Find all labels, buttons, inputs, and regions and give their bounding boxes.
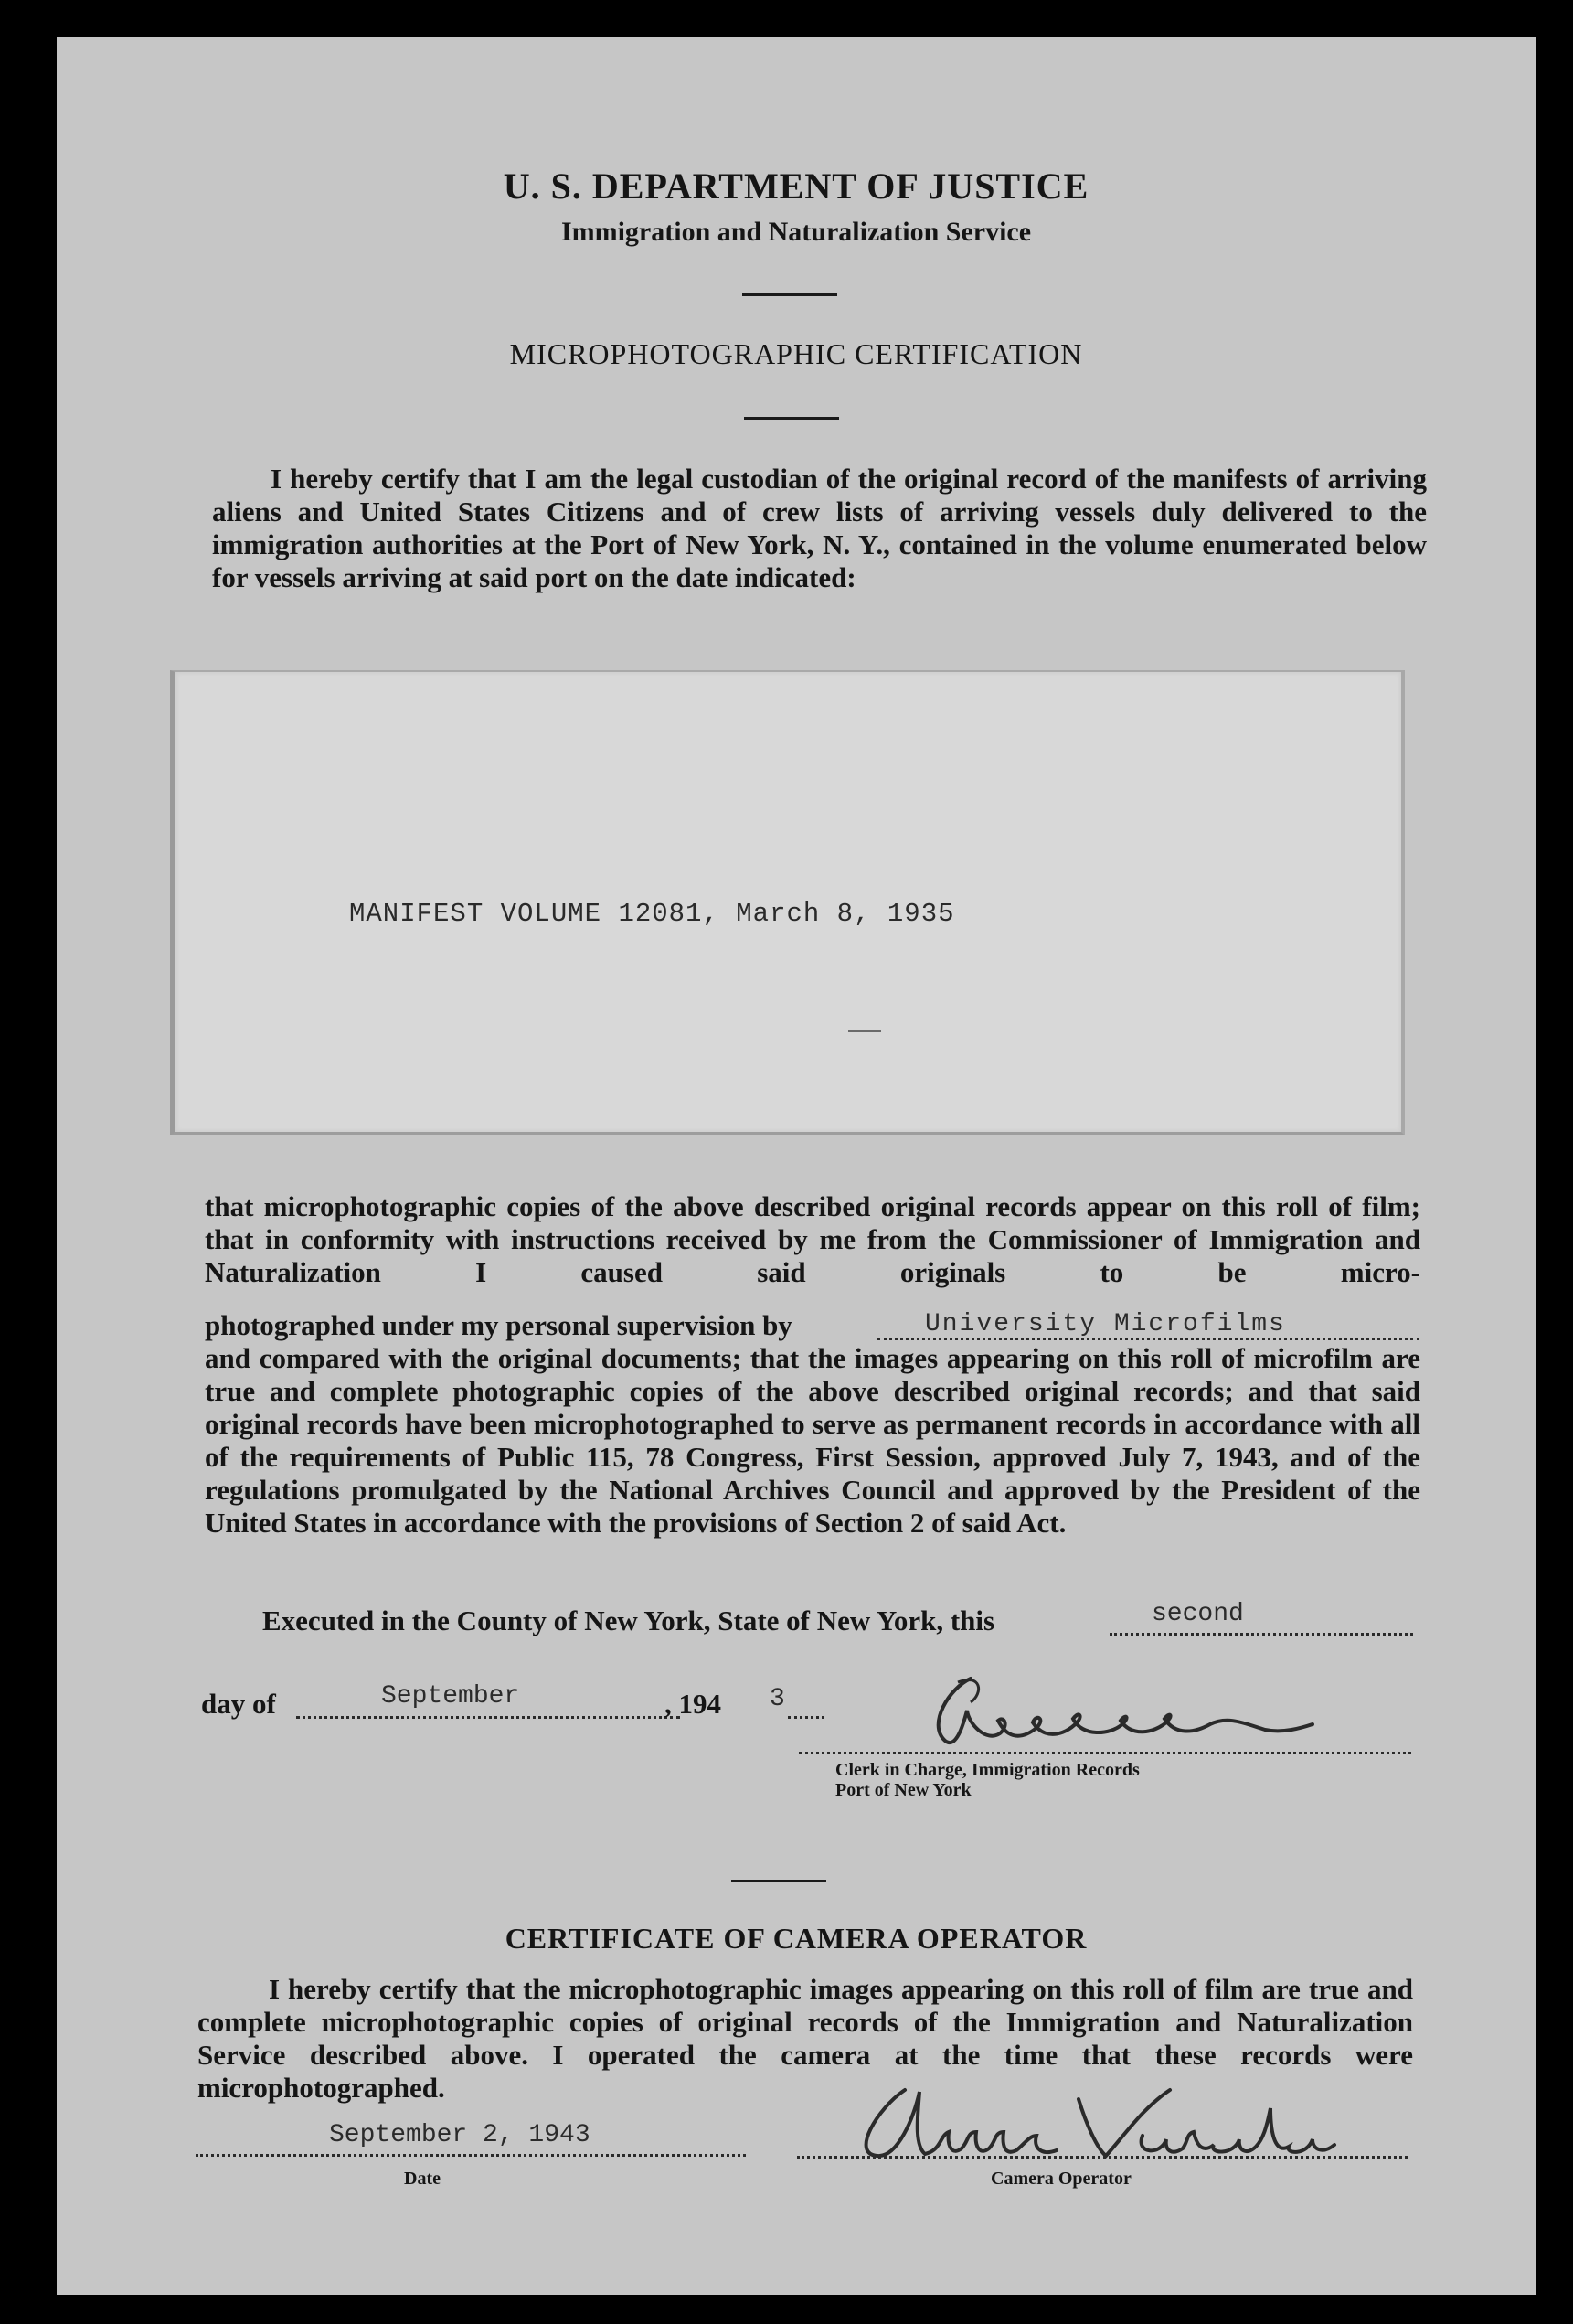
- day-dotted-line: [1110, 1633, 1413, 1636]
- dash-mark: [848, 1030, 881, 1032]
- photographer-name: University Microfilms: [925, 1310, 1286, 1338]
- body-part2-block: [205, 1342, 1420, 1540]
- clerk-signature-line: [799, 1752, 1411, 1754]
- camera-operator-label: Camera Operator: [991, 2169, 1132, 2189]
- camera-certificate-text-body: I hereby certify that the microphotographic images appearing on this roll of film are true and complete microphotographic copies of original records of the Immigration and Naturalization Service described above. I operated the camera at the time that these records were microphotographed.: [197, 1973, 1413, 2104]
- camera-operator-signature-line: [797, 2156, 1408, 2159]
- intro-paragraph-block: [212, 463, 1427, 594]
- record-box: [170, 670, 1405, 1135]
- year-digit: 3: [770, 1685, 785, 1713]
- manifest-volume-text: MANIFEST VOLUME 12081, March 8, 1935: [349, 899, 955, 929]
- clerk-signature: [899, 1660, 1338, 1761]
- body-part1-block: [205, 1190, 1420, 1289]
- certificate-page: [57, 37, 1536, 2295]
- year-prefix: , 194: [664, 1688, 721, 1720]
- date-dotted-line: [196, 2154, 746, 2157]
- divider: [742, 293, 837, 296]
- camera-date: September 2, 1943: [329, 2121, 590, 2149]
- month-dotted-line: [296, 1716, 680, 1719]
- certification-title: MICROPHOTOGRAPHIC CERTIFICATION: [509, 337, 1083, 370]
- photographed-by-label: photographed under my personal supervision by: [205, 1309, 792, 1341]
- divider: [744, 417, 839, 420]
- executed-month: September: [381, 1682, 520, 1711]
- year-dotted-line: [788, 1716, 824, 1719]
- clerk-title-line1: Clerk in Charge, Immigration Records: [835, 1760, 1140, 1780]
- body-part1: that microphotographic copies of the above described original records appear on this roll of film; that in conformity with instructions received by me from the Commissioner of Immigration and Naturalization I caused said originals to be micro-: [205, 1190, 1420, 1288]
- service-subheading: Immigration and Naturalization Service: [560, 217, 1032, 247]
- department-heading: U. S. DEPARTMENT OF JUSTICE: [503, 165, 1089, 207]
- clerk-title: [835, 1760, 1140, 1800]
- camera-certificate-title: CERTIFICATE OF CAMERA OPERATOR: [505, 1922, 1088, 1955]
- divider: [731, 1880, 826, 1882]
- executed-label: Executed in the County of New York, State of New York, this: [262, 1604, 995, 1636]
- body-part2: and compared with the original documents; that the images appearing on this roll of microfilm are true and complete photographic copies of the above described original records; and that said original records have been microphotographed to serve as permanent records in accordance with all of the requirements of Public 115, 78 Congress, First Session, approved July 7, 1943, and of the regulations promulgated by the National Archives Council and approved by the President of the United States in accordance with the provisions of Section 2 of said Act.: [205, 1342, 1420, 1539]
- date-label: Date: [404, 2169, 441, 2189]
- intro-paragraph: [212, 463, 1427, 594]
- intro-paragraph-text: I hereby certify that I am the legal custodian of the original record of the manifests of arriving aliens and United States Citizens and of crew lists of arriving vessels duly delivered to the immigration authorities at the Port of New York, N. Y., contained in the volume enumerated below for vessels arriving at said port on the date indicated:: [212, 463, 1427, 593]
- clerk-title-line2: Port of New York: [835, 1780, 972, 1800]
- executed-day: second: [1152, 1600, 1244, 1628]
- day-of-label: day of: [201, 1688, 276, 1720]
